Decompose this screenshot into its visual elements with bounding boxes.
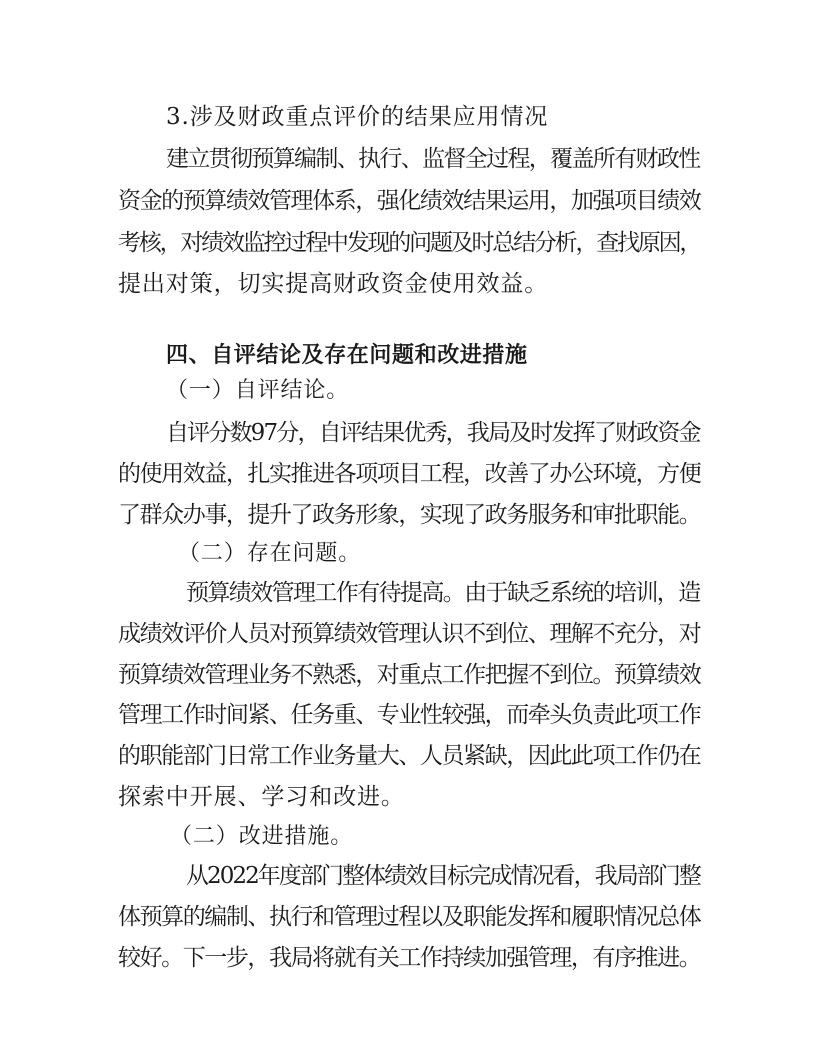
paragraph-line: 管理工作时间紧、任务重、专业性较强，而牵头负责此项工作: [118, 702, 701, 728]
paragraph-line: 提出对策，切实提高财政资金使用效益。: [118, 271, 549, 297]
section3-subheading: 3.涉及财政重点评价的结果应用情况: [166, 104, 549, 130]
problems-heading: （二）存在问题。: [178, 541, 362, 566]
paragraph-line: 自评分数97分，自评结果优秀，我局及时发挥了财政资金: [166, 420, 700, 446]
paragraph-line: 成绩效评价人员对预算绩效管理认识不到位、理解不充分，对: [118, 621, 701, 647]
paragraph-line: 考核，对绩效监控过程中发现的问题及时总结分析，查找原因，: [118, 230, 701, 256]
paragraph-line: 探索中开展、学习和改进。: [118, 784, 405, 810]
paragraph-line: 的使用效益，扎实推进各项项目工程，改善了办公环境，方便: [118, 461, 701, 487]
paragraph-line: 资金的预算绩效管理体系，强化绩效结果运用，加强项目绩效: [118, 188, 701, 214]
improvements-heading: （二）改进措施。: [170, 824, 354, 849]
paragraph-line: 预算绩效管理工作有待提高。由于缺乏系统的培训，造: [186, 580, 700, 606]
paragraph-line: 较好。下一步，我局将就有关工作持续加强管理，有序推进。: [118, 945, 701, 971]
paragraph-line: 了群众办事，提升了政务形象，实现了政务服务和审批职能。: [118, 502, 701, 528]
paragraph-line: 的职能部门日常工作业务量大、人员紧缺，因此此项工作仍在: [118, 743, 701, 769]
paragraph-line: 从2022年度部门整体绩效目标完成情况看，我局部门整: [186, 863, 700, 889]
conclusion-heading: （一）自评结论。: [166, 378, 350, 403]
section4-heading: 四、自评结论及存在问题和改进措施: [166, 343, 528, 368]
paragraph-line: 预算绩效管理业务不熟悉，对重点工作把握不到位。预算绩效: [118, 662, 701, 688]
paragraph-line: 建立贯彻预算编制、执行、监督全过程，覆盖所有财政性: [166, 146, 700, 172]
paragraph-line: 体预算的编制、执行和管理过程以及职能发挥和履职情况总体: [118, 904, 701, 930]
